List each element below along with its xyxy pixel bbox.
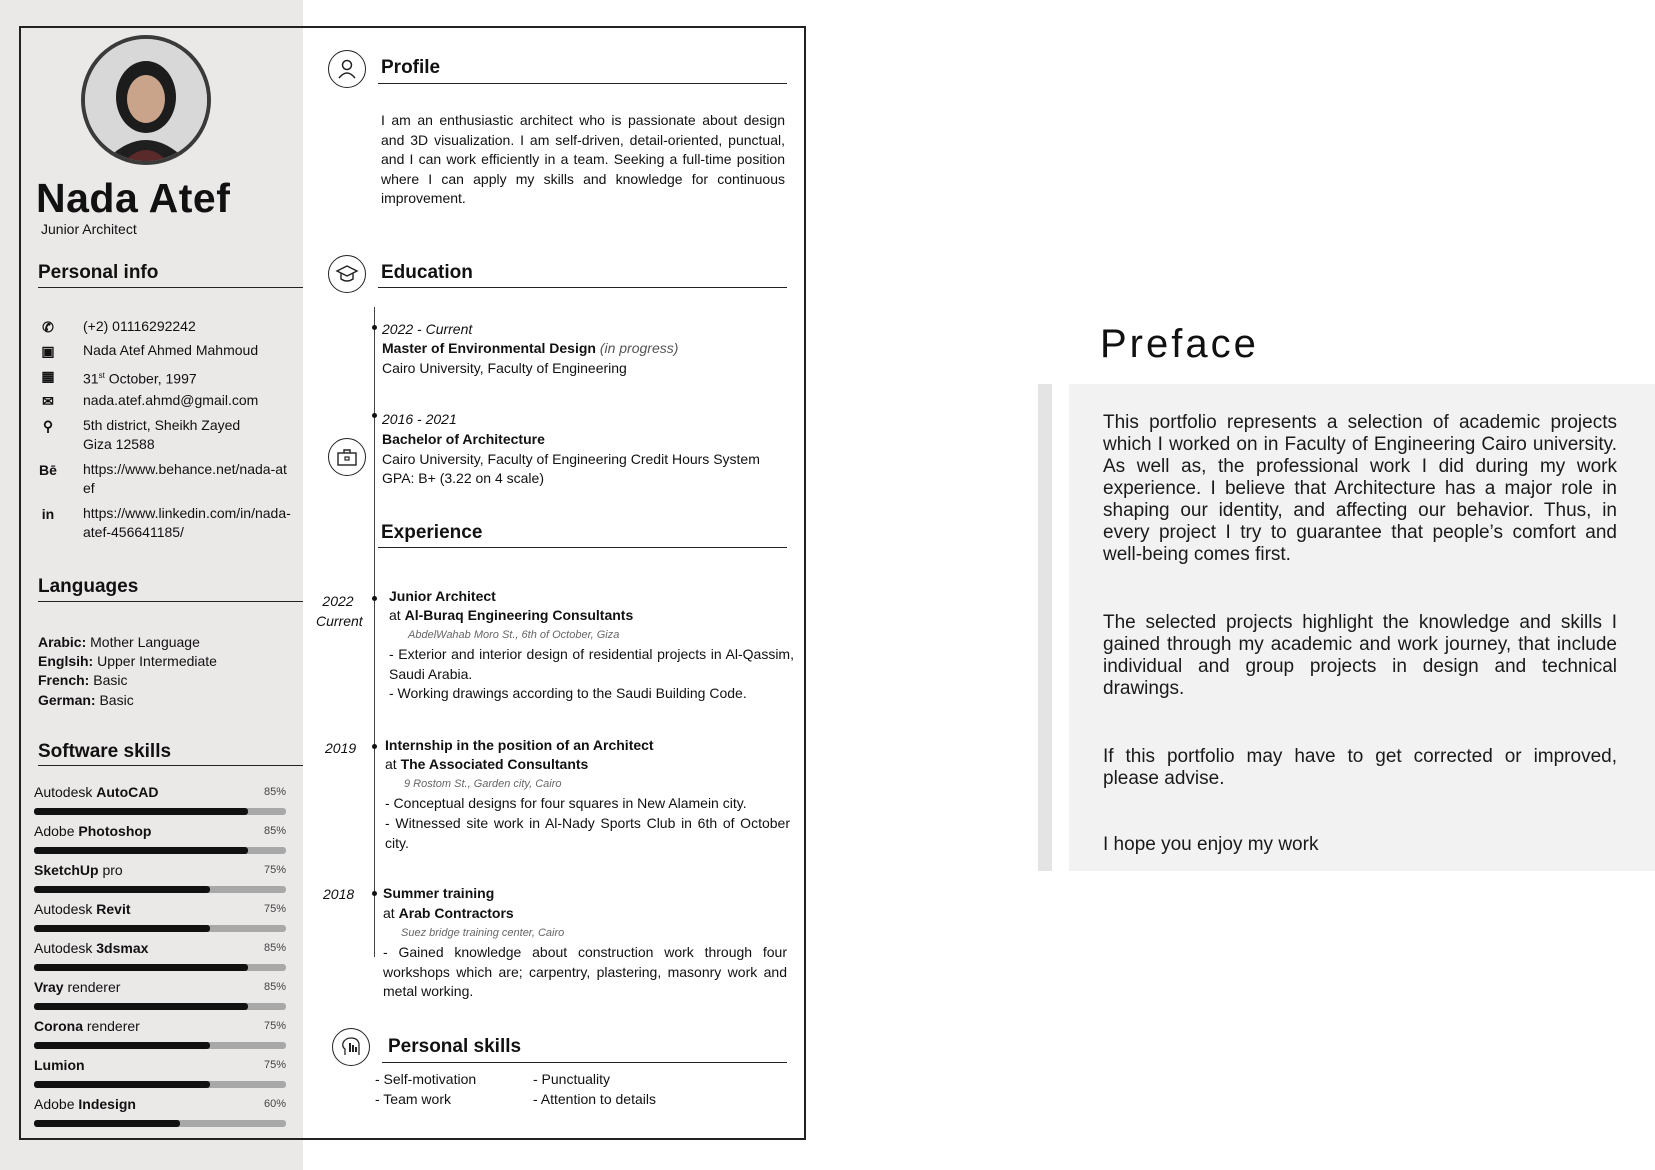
- divider: [38, 765, 303, 766]
- personal-skills-heading: Personal skills: [388, 1036, 522, 1057]
- user-icon: [328, 50, 366, 88]
- skill-bar: [34, 1081, 286, 1088]
- preface-paragraph: I hope you enjoy my work: [1103, 834, 1319, 855]
- experience-company: at The Associated Consultants: [385, 756, 589, 772]
- experience-bullet: - Conceptual designs for four squares in New Alamein city.: [385, 795, 747, 811]
- email-link[interactable]: nada.atef.ahmd@gmail.com: [83, 392, 259, 408]
- experience-heading: Experience: [381, 522, 483, 543]
- languages-heading: Languages: [38, 576, 139, 597]
- personal-info-heading: Personal info: [38, 262, 159, 283]
- birthdate-text: 31st October, 1997: [83, 370, 197, 387]
- experience-role: Summer training: [383, 885, 495, 901]
- calendar-icon: ▦: [41, 368, 55, 384]
- divider: [378, 83, 787, 84]
- skill-bar-fill: [34, 1081, 210, 1088]
- timeline-dot: [372, 744, 377, 749]
- timeline-line: [374, 307, 375, 957]
- portrait-image: [85, 39, 207, 161]
- timeline-dot: [372, 891, 377, 896]
- location-pin-icon: ⚲: [42, 418, 54, 434]
- skill-bar: [34, 808, 286, 815]
- skill-bar: [34, 925, 286, 932]
- language-item: Englsih: Upper Intermediate: [38, 653, 217, 669]
- experience-year: 2019: [325, 740, 357, 756]
- language-item: Arabic: Mother Language: [38, 634, 200, 650]
- divider: [378, 547, 787, 548]
- language-item: French: Basic: [38, 672, 128, 688]
- experience-bullet: - Exterior and interior design of residential projects in Al-Qassim, Saudi Arabia.: [389, 646, 794, 682]
- experience-year: 2022 Current: [316, 593, 363, 629]
- preface-paragraph: The selected projects highlight the knowledge and skills I gained through my academic and work journey, that include individual and group projects in design and technical drawings.: [1103, 612, 1617, 699]
- divider: [378, 287, 787, 288]
- education-years: 2016 - 2021: [382, 411, 457, 427]
- software-skills-heading: Software skills: [38, 741, 172, 762]
- experience-bullet: - Working drawings according to the Saudi Building Code.: [389, 685, 747, 701]
- experience-role: Internship in the position of an Architect: [385, 737, 654, 753]
- education-school: Cairo University, Faculty of Engineering Credit Hours System: [382, 451, 760, 467]
- skill-bar: [34, 1042, 286, 1049]
- preface-title: Preface: [1100, 322, 1259, 366]
- behance-icon: Bē: [39, 462, 57, 478]
- skill-bar-fill: [34, 808, 248, 815]
- skill-bar-fill: [34, 1042, 210, 1049]
- experience-bullet: - Gained knowledge about construction work through four workshops which are; carpentry, plastering, masonry work and metal working.: [383, 944, 787, 999]
- head-gears-icon: [332, 1028, 370, 1066]
- fullname-text: Nada Atef Ahmed Mahmoud: [83, 342, 259, 358]
- skill-bar-fill: [34, 964, 248, 971]
- experience-year: 2018: [323, 886, 355, 902]
- experience-address: 9 Rostom St., Garden city, Cairo: [404, 778, 562, 790]
- phone-text: (+2) 01116292242: [83, 318, 196, 334]
- skill-self-motivation: - Self-motivation: [375, 1071, 477, 1087]
- skill-bar: [34, 964, 286, 971]
- preface-accent-bar: [1038, 384, 1052, 871]
- person-name: Nada Atef: [36, 175, 231, 221]
- experience-company: at Arab Contractors: [383, 905, 514, 921]
- education-heading: Education: [381, 262, 473, 283]
- person-title: Junior Architect: [41, 221, 137, 237]
- linkedin-link[interactable]: https://www.linkedin.com/in/nada-atef-456641185/: [83, 505, 291, 540]
- education-years: 2022 - Current: [382, 321, 473, 337]
- behance-link[interactable]: https://www.behance.net/nada-atef: [83, 461, 287, 496]
- skill-bar-fill: [34, 886, 210, 893]
- profile-photo: [81, 35, 211, 165]
- skill-bar-fill: [34, 847, 248, 854]
- education-school: Cairo University, Faculty of Engineering: [382, 360, 627, 376]
- profile-heading: Profile: [381, 57, 441, 78]
- skill-bar: [34, 847, 286, 854]
- divider: [38, 287, 303, 288]
- linkedin-icon: in: [41, 506, 55, 522]
- phone-icon: ✆: [42, 319, 54, 335]
- briefcase-icon: [328, 438, 366, 476]
- skill-team-work: - Team work: [375, 1091, 451, 1107]
- graduation-cap-icon: [328, 255, 366, 293]
- skill-bar-fill: [34, 1120, 180, 1127]
- timeline-dot: [372, 596, 377, 601]
- experience-company: at Al-Buraq Engineering Consultants: [389, 607, 634, 623]
- skill-punctuality: - Punctuality: [533, 1071, 611, 1087]
- skill-bar-fill: [34, 925, 210, 932]
- divider: [382, 1062, 787, 1063]
- experience-address: AbdelWahab Moro St., 6th of October, Giza: [408, 629, 620, 641]
- skill-bar-fill: [34, 1003, 248, 1010]
- address-text: 5th district, Sheikh Zayed Giza 12588: [83, 417, 241, 452]
- preface-paragraph: This portfolio represents a selection of academic projects which I worked on in Faculty of Engineering Cairo university. As well as, the professional work I did during my work experience. I believe that Architecture has a major role in shaping our identity, and affecting our behavior. Thus, in every project I try to guarantee that people’s comfort and well-being comes first.: [1103, 412, 1617, 565]
- experience-address: Suez bridge training center, Cairo: [401, 927, 565, 939]
- timeline-dot: [372, 325, 377, 330]
- skill-bar: [34, 1120, 286, 1127]
- envelope-icon: ✉: [42, 393, 54, 409]
- id-card-icon: ▣: [41, 343, 55, 359]
- timeline-dot: [372, 413, 377, 418]
- experience-role: Junior Architect: [389, 588, 496, 604]
- education-gpa: GPA: B+ (3.22 on 4 scale): [382, 470, 544, 486]
- skill-bar: [34, 1003, 286, 1010]
- education-degree: Bachelor of Architecture: [382, 431, 545, 447]
- profile-text: I am an enthusiastic architect who is passionate about design and 3D visualization. I am self-driven, detail-oriented, punctual, and I can work efficiently in a team. Seeking a full-time position where I can apply my skills and knowledge for continuous improvement.: [381, 112, 785, 206]
- education-degree: Master of Environmental Design (in progress): [382, 340, 679, 356]
- skill-bar: [34, 886, 286, 893]
- language-item: German: Basic: [38, 692, 134, 708]
- skill-attention-to-details: - Attention to details: [533, 1091, 656, 1107]
- divider: [38, 601, 303, 602]
- preface-paragraph: If this portfolio may have to get corrected or improved, please advise.: [1103, 746, 1617, 789]
- experience-bullet: - Witnessed site work in Al-Nady Sports Club in 6th of October city.: [385, 815, 790, 851]
